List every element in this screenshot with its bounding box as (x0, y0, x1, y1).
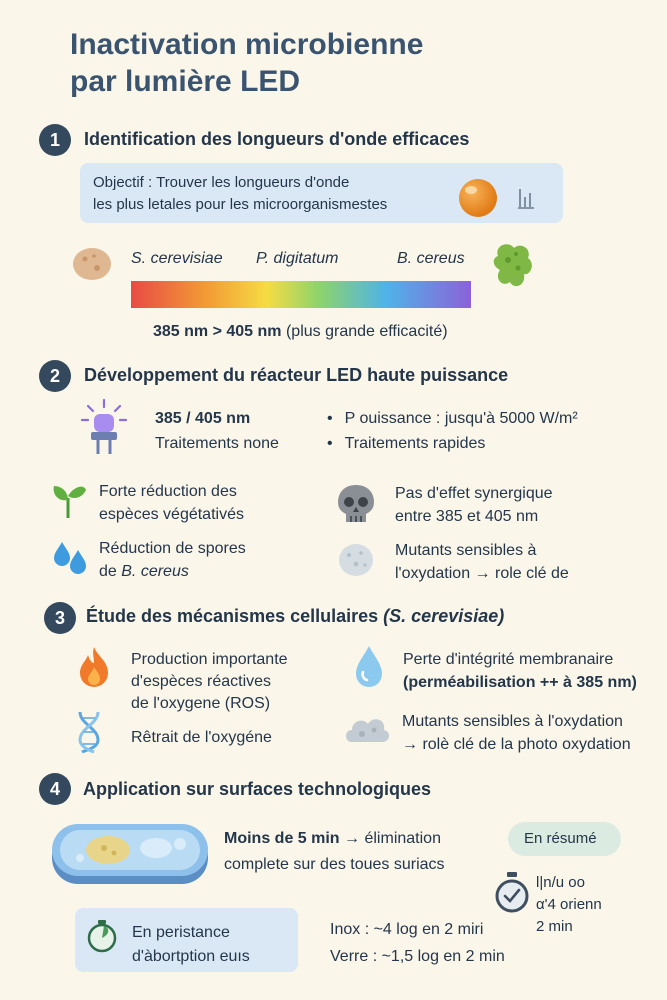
title-line-1: Inactivation microbienne (70, 28, 424, 61)
organism-s-cerevisiae: S. cerevisiae (131, 250, 223, 267)
water-drops-icon (50, 540, 90, 576)
timer-line-3: 2 min (536, 918, 573, 935)
seedling-icon (50, 480, 88, 520)
spore-organism: B. cereus (121, 563, 189, 580)
synergy-line-1: Pas d'effet synergique (395, 485, 553, 502)
cloud-cells-icon (342, 708, 392, 748)
less-5-min-bold: Moins de 5 min (224, 830, 340, 847)
spore-line-1: Réduction de spores (99, 540, 246, 557)
persistence-line-1: En peristance (132, 924, 230, 941)
section-2-number: 2 (39, 360, 71, 392)
section-4-title: Application sur surfaces technologiques (83, 779, 432, 799)
synergy-line-2: entre 385 et 405 nm (395, 508, 539, 525)
ros-line-1: Production importante (131, 651, 288, 668)
section-4-number: 4 (39, 773, 71, 805)
spore-cell-icon (336, 540, 376, 580)
led-lamp-icon (78, 398, 130, 458)
led-rapid: • Traitements rapides (327, 432, 485, 455)
veg-line-2: espèces végétativés (99, 506, 244, 523)
led-wavelengths: 385 / 405 nm (155, 410, 251, 427)
ros-line-2: d'espèces réactives (131, 673, 272, 690)
ros-line-3: de l'oxygene (ROS) (131, 695, 271, 712)
bacteria-blob-icon (488, 238, 538, 294)
section-3-title-main: Étude des mécanismes cellulaires (86, 606, 379, 626)
section-3-title-organism: (S. cerevisiae) (383, 606, 505, 626)
spore-line-2 (99, 560, 189, 583)
less-5-min (224, 827, 441, 850)
less-5-min-rest: → élimination (344, 830, 441, 847)
dna-icon (74, 710, 104, 754)
timer-line-2: α'4 orienn (536, 896, 602, 913)
page-title (70, 26, 630, 100)
summary-label: En résumé (524, 830, 597, 847)
complete-elimination: complete sur des toues suriacs (224, 856, 445, 873)
membrane-line-1: Perte d'intégrité membranaire (403, 651, 614, 668)
oxygen-removal: Rêtrait de l'oxygéne (131, 729, 272, 746)
yeast-cell-icon (70, 244, 114, 284)
mutants-ox-line-1: Mutants sensibles à l'oxydation (402, 713, 623, 730)
wavelength-result-bold: 385 nm > 405 nm (153, 323, 282, 340)
organism-b-cereus: B. cereus (397, 250, 465, 267)
wavelength-result (153, 320, 448, 343)
led-power: • P ouissance : jusqu'à 5000 W/m² (327, 407, 578, 430)
orange-ball-icon (456, 176, 500, 220)
objective-line-2: les plus letales pour les microorganismestes (93, 196, 388, 213)
bar-chart-icon (516, 187, 536, 211)
objective-line-1: Objectif : Trouver les longueurs d'onde (93, 174, 350, 191)
wavelength-spectrum-bar (131, 281, 471, 308)
membrane-line-2: (perméabilisation ++ à 385 nm) (403, 674, 637, 691)
section-3-title (86, 606, 504, 627)
section-1-number: 1 (39, 124, 71, 156)
wavelength-result-note: (plus grande efficacité) (285, 323, 448, 340)
mutant-line-2: l'oxydation → role clé de (395, 565, 569, 582)
verre-result: Verre : ~1,5 log en 2 min (330, 948, 505, 965)
flame-icon (76, 645, 112, 691)
mutants-ox-line-2: → rolè clé de la photo oxydation (402, 736, 631, 753)
mutant-line-1: Mutants sensibles à (395, 542, 537, 559)
veg-line-1: Forte réduction des (99, 483, 237, 500)
title-line-2: par lumière LED (70, 65, 301, 98)
organism-p-digitatum: P. digitatum (256, 250, 339, 267)
section-3-number: 3 (44, 602, 76, 634)
inox-result: Inox : ~4 log en 2 miri (330, 921, 484, 938)
timer-leaf-icon (86, 918, 118, 954)
persistence-line-2: d'àbortption euıs (132, 948, 250, 965)
skull-icon (334, 482, 378, 526)
section-1-title: Identification des longueurs d'onde efficaces (84, 129, 470, 149)
stopwatch-icon (494, 870, 530, 914)
timer-line-1: l|n/u oo (536, 874, 585, 891)
led-treatments: Traitements none (155, 435, 279, 452)
droplet-icon (352, 644, 386, 690)
section-2-title: Développement du réacteur LED haute puissance (84, 365, 509, 385)
spore-prefix: de (99, 563, 117, 580)
petri-dish-icon (50, 820, 210, 888)
